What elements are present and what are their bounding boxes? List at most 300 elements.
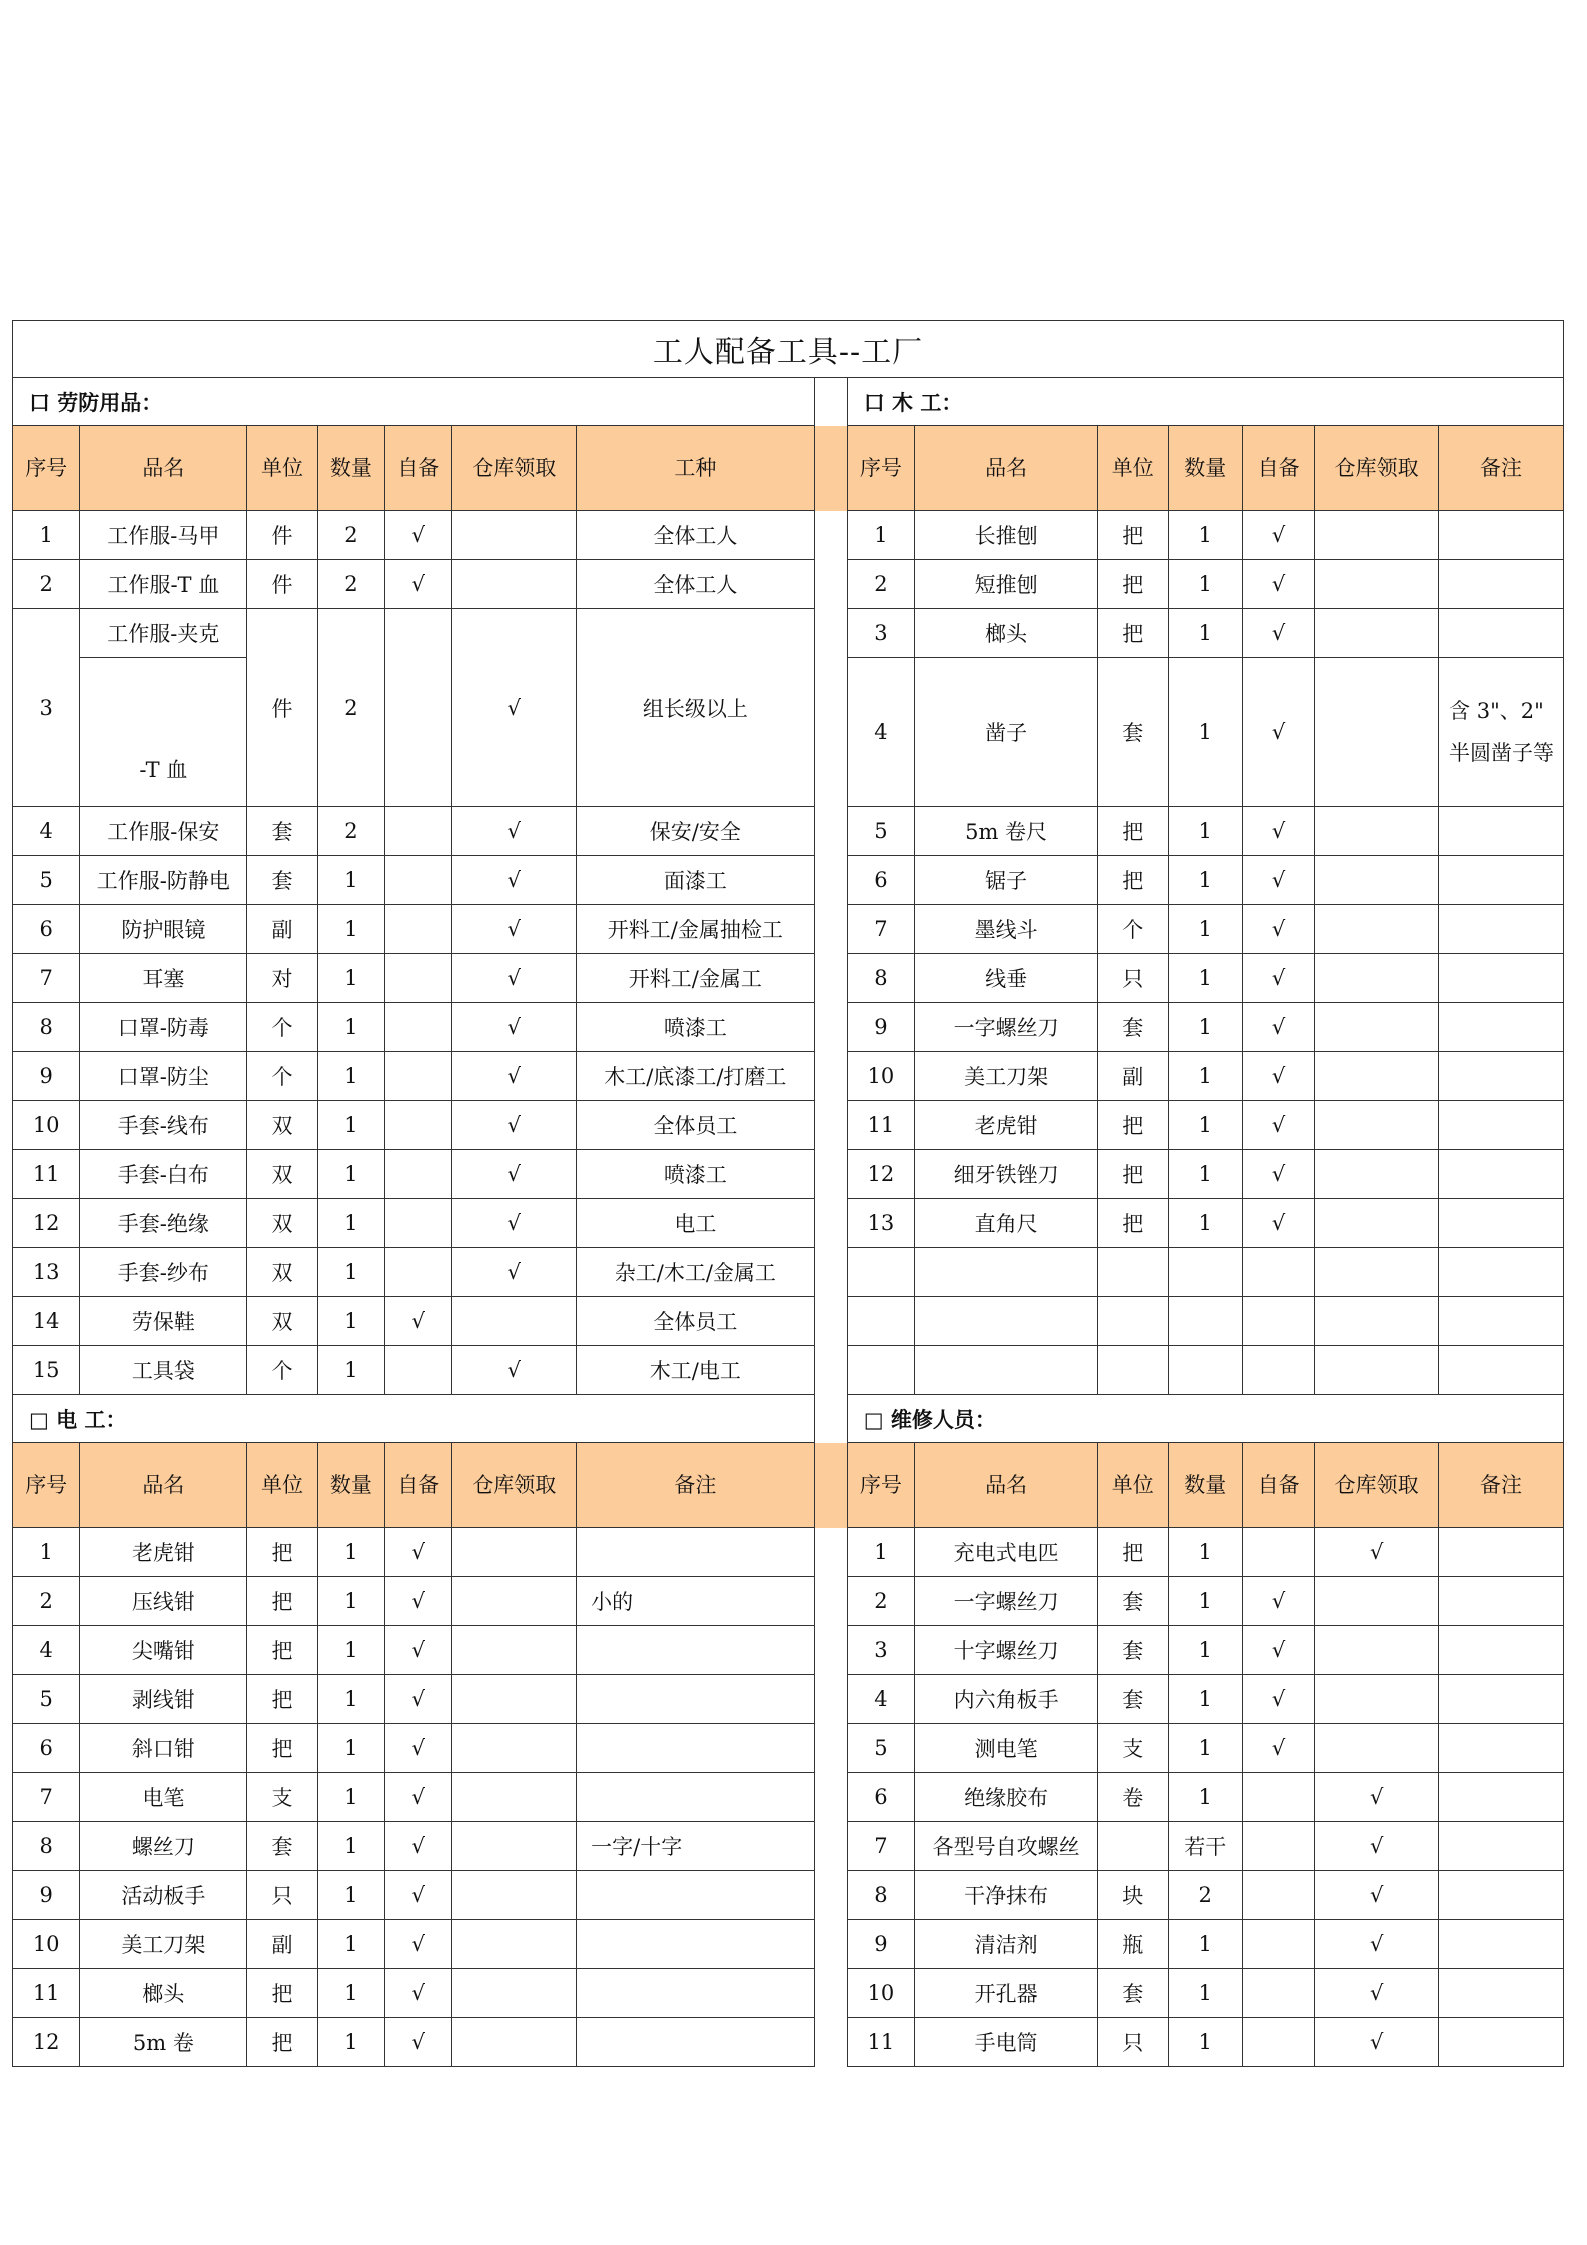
header-qty: 数量: [1168, 426, 1242, 511]
header-self: 自备: [1242, 1443, 1314, 1528]
spacer-cell: [814, 1101, 847, 1150]
qty-cell: 1: [317, 1052, 384, 1101]
seq-cell: 11: [847, 2018, 914, 2067]
item-name: 老虎钳: [915, 1101, 1098, 1150]
table-body: [13, 321, 1564, 2067]
qty-cell: 1: [317, 1577, 384, 1626]
qty-cell: 1: [1168, 1528, 1242, 1577]
item-name: 长推刨: [915, 511, 1098, 560]
unit-cell: 瓶: [1098, 1920, 1168, 1969]
table-row: [13, 1528, 1564, 1577]
spacer-cell: [814, 560, 847, 609]
table-row: [13, 511, 1564, 560]
section-row: [13, 378, 1564, 426]
item-name: 活动板手: [80, 1871, 247, 1920]
trade-cell: 杂工/木工/金属工: [577, 1248, 814, 1297]
unit-cell: 只: [1098, 954, 1168, 1003]
seq-cell: 5: [847, 807, 914, 856]
seq-cell: 1: [13, 511, 80, 560]
unit-cell: 把: [1098, 560, 1168, 609]
self-check: √: [385, 1297, 452, 1346]
note-cell: [1439, 807, 1564, 856]
warehouse-check: √: [452, 954, 577, 1003]
unit-cell: 把: [247, 1675, 317, 1724]
qty-cell: 1: [317, 1724, 384, 1773]
warehouse-check: [1315, 1003, 1439, 1052]
trade-cell: 全体工人: [577, 511, 814, 560]
spacer-cell: [814, 1969, 847, 2018]
self-check: [1242, 1871, 1314, 1920]
warehouse-check: [1315, 1052, 1439, 1101]
seq-cell: 5: [13, 1675, 80, 1724]
warehouse-check: √: [452, 1101, 577, 1150]
unit-cell: 套: [247, 807, 317, 856]
note-cell: [1439, 1871, 1564, 1920]
item-name: 凿子: [915, 658, 1098, 807]
page-title: 工人配备工具--工厂: [13, 321, 1564, 378]
seq-cell: 4: [847, 658, 914, 807]
note-cell: [577, 1773, 814, 1822]
header-name: 品名: [915, 1443, 1098, 1528]
unit-cell: 把: [1098, 807, 1168, 856]
self-check: [385, 1003, 452, 1052]
unit-cell: 块: [1098, 1871, 1168, 1920]
trade-cell: 组长级以上: [577, 609, 814, 807]
item-name: 榔头: [915, 609, 1098, 658]
qty-cell: 1: [317, 1101, 384, 1150]
trade-cell: 全体员工: [577, 1101, 814, 1150]
qty-cell: 2: [317, 511, 384, 560]
warehouse-check: [1315, 511, 1439, 560]
warehouse-check: [452, 1577, 577, 1626]
trade-cell: 全体员工: [577, 1297, 814, 1346]
table-row: [13, 905, 1564, 954]
empty-cell: [1242, 1297, 1314, 1346]
seq-cell: 4: [13, 807, 80, 856]
header-warehouse: 仓库领取: [1315, 1443, 1439, 1528]
unit-cell: 副: [1098, 1052, 1168, 1101]
qty-cell: 1: [317, 1773, 384, 1822]
warehouse-check: √: [452, 1003, 577, 1052]
note-cell: 一字/十字: [577, 1822, 814, 1871]
header-unit: 单位: [247, 426, 317, 511]
item-name: 十字螺丝刀: [915, 1626, 1098, 1675]
spacer-cell: [814, 511, 847, 560]
self-check: √: [1242, 954, 1314, 1003]
unit-cell: 副: [247, 905, 317, 954]
warehouse-check: √: [452, 807, 577, 856]
item-name: 工作服-马甲: [80, 511, 247, 560]
self-check: √: [1242, 1675, 1314, 1724]
qty-cell: 1: [1168, 560, 1242, 609]
seq-cell: 1: [13, 1528, 80, 1577]
item-name: 口罩-防毒: [80, 1003, 247, 1052]
seq-cell: 13: [847, 1199, 914, 1248]
empty-cell: [1315, 1248, 1439, 1297]
seq-cell: 8: [13, 1822, 80, 1871]
note-cell: [1439, 1822, 1564, 1871]
note-cell: [1439, 1528, 1564, 1577]
seq-cell: 7: [13, 1773, 80, 1822]
qty-cell: 1: [317, 1346, 384, 1395]
qty-cell: 1: [1168, 1577, 1242, 1626]
warehouse-check: [1315, 905, 1439, 954]
unit-cell: 把: [1098, 1150, 1168, 1199]
item-name: 压线钳: [80, 1577, 247, 1626]
item-name: 测电笔: [915, 1724, 1098, 1773]
item-name: 口罩-防尘: [80, 1052, 247, 1101]
warehouse-check: [452, 1969, 577, 2018]
header-name: 品名: [915, 426, 1098, 511]
warehouse-check: [1315, 954, 1439, 1003]
spacer-cell: [814, 1675, 847, 1724]
qty-cell: 1: [317, 1528, 384, 1577]
seq-cell: 10: [847, 1969, 914, 2018]
spacer-cell: [814, 2018, 847, 2067]
qty-cell: 1: [317, 2018, 384, 2067]
note-cell: [1439, 1773, 1564, 1822]
table-row: [13, 560, 1564, 609]
qty-cell: 1: [1168, 1003, 1242, 1052]
trade-cell: 保安/安全: [577, 807, 814, 856]
seq-cell: 10: [13, 1920, 80, 1969]
table-row: [13, 1871, 1564, 1920]
seq-cell: 12: [13, 1199, 80, 1248]
item-name: 手电筒: [915, 2018, 1098, 2067]
self-check: √: [1242, 1724, 1314, 1773]
table-row: [13, 1248, 1564, 1297]
header-qty: 数量: [317, 1443, 384, 1528]
item-name: 工作服-夹克: [80, 609, 247, 658]
qty-cell: 1: [1168, 954, 1242, 1003]
item-name: 老虎钳: [80, 1528, 247, 1577]
unit-cell: 把: [1098, 1199, 1168, 1248]
note-cell: [1439, 905, 1564, 954]
header-warehouse: 仓库领取: [452, 1443, 577, 1528]
self-check: [385, 954, 452, 1003]
spacer-cell: [814, 905, 847, 954]
self-check: √: [385, 1822, 452, 1871]
table-row: [13, 1346, 1564, 1395]
warehouse-check: √: [452, 1150, 577, 1199]
note-cell: [577, 2018, 814, 2067]
item-name: 开孔器: [915, 1969, 1098, 2018]
header-qty: 数量: [317, 426, 384, 511]
table-row: [13, 1199, 1564, 1248]
spacer-cell: [814, 807, 847, 856]
item-name: 绝缘胶布: [915, 1773, 1098, 1822]
self-check: √: [1242, 1199, 1314, 1248]
self-check: [1242, 1528, 1314, 1577]
qty-cell: 1: [1168, 1969, 1242, 2018]
note-cell: [1439, 1675, 1564, 1724]
spacer-cell: [814, 1395, 847, 1443]
warehouse-check: [1315, 1626, 1439, 1675]
warehouse-check: √: [452, 1052, 577, 1101]
unit-cell: 个: [1098, 905, 1168, 954]
header-seq: 序号: [13, 1443, 80, 1528]
self-check: [385, 1248, 452, 1297]
item-name: 耳塞: [80, 954, 247, 1003]
unit-cell: 套: [247, 1822, 317, 1871]
equipment-table: [12, 320, 1564, 2067]
self-check: √: [1242, 560, 1314, 609]
note-cell: [577, 1724, 814, 1773]
qty-cell: 1: [1168, 658, 1242, 807]
section-title-maintenance: □ 维修人员：: [847, 1395, 1563, 1443]
seq-cell: 3: [13, 609, 80, 807]
item-name: 线垂: [915, 954, 1098, 1003]
seq-cell: 11: [13, 1969, 80, 2018]
trade-cell: 面漆工: [577, 856, 814, 905]
note-cell: [1439, 856, 1564, 905]
empty-cell: [847, 1297, 914, 1346]
warehouse-check: [1315, 1199, 1439, 1248]
warehouse-check: √: [1315, 1822, 1439, 1871]
warehouse-check: [1315, 1577, 1439, 1626]
note-cell: [1439, 1920, 1564, 1969]
warehouse-check: [452, 1528, 577, 1577]
self-check: √: [385, 1773, 452, 1822]
self-check: √: [385, 1577, 452, 1626]
table-row: [13, 1724, 1564, 1773]
unit-cell: 只: [247, 1871, 317, 1920]
item-name: 美工刀架: [80, 1920, 247, 1969]
item-name: 斜口钳: [80, 1724, 247, 1773]
header-note: 备注: [1439, 1443, 1564, 1528]
item-name: 5m 卷尺: [915, 807, 1098, 856]
self-check: √: [1242, 658, 1314, 807]
seq-cell: 12: [847, 1150, 914, 1199]
trade-cell: 开料工/金属抽检工: [577, 905, 814, 954]
warehouse-check: [1315, 1675, 1439, 1724]
qty-cell: 1: [1168, 1724, 1242, 1773]
header-name: 品名: [80, 1443, 247, 1528]
qty-cell: 2: [1168, 1871, 1242, 1920]
seq-cell: 5: [13, 856, 80, 905]
seq-cell: 10: [847, 1052, 914, 1101]
spacer-cell: [814, 1528, 847, 1577]
header-note: 备注: [1439, 426, 1564, 511]
note-cell: [1439, 1969, 1564, 2018]
unit-cell: 把: [247, 1528, 317, 1577]
header-self: 自备: [385, 426, 452, 511]
item-name: 5m 卷: [80, 2018, 247, 2067]
warehouse-check: √: [1315, 2018, 1439, 2067]
qty-cell: 1: [317, 1248, 384, 1297]
item-name: 螺丝刀: [80, 1822, 247, 1871]
trade-cell: 电工: [577, 1199, 814, 1248]
qty-cell: 2: [317, 609, 384, 807]
seq-cell: 9: [847, 1003, 914, 1052]
self-check: [385, 609, 452, 807]
warehouse-check: [452, 2018, 577, 2067]
item-name: 工作服-保安: [80, 807, 247, 856]
self-check: [385, 856, 452, 905]
qty-cell: 1: [1168, 609, 1242, 658]
warehouse-check: [452, 1724, 577, 1773]
qty-cell: 1: [317, 1003, 384, 1052]
self-check: √: [385, 1724, 452, 1773]
note-cell: [577, 1920, 814, 1969]
unit-cell: 把: [247, 2018, 317, 2067]
self-check: [1242, 1920, 1314, 1969]
qty-cell: 1: [1168, 856, 1242, 905]
trade-cell: 喷漆工: [577, 1150, 814, 1199]
spacer-cell: [814, 1626, 847, 1675]
unit-cell: 支: [247, 1773, 317, 1822]
note-cell: [1439, 1003, 1564, 1052]
trade-cell: 木工/底漆工/打磨工: [577, 1052, 814, 1101]
warehouse-check: [452, 1871, 577, 1920]
self-check: √: [385, 560, 452, 609]
spacer-cell: [814, 1297, 847, 1346]
qty-cell: 1: [317, 1969, 384, 2018]
self-check: [385, 905, 452, 954]
self-check: √: [1242, 1577, 1314, 1626]
note-cell: [1439, 1150, 1564, 1199]
warehouse-check: [1315, 560, 1439, 609]
note-cell: [577, 1675, 814, 1724]
item-name: 锯子: [915, 856, 1098, 905]
item-name: 手套-纱布: [80, 1248, 247, 1297]
spacer-cell: [814, 1577, 847, 1626]
warehouse-check: [1315, 856, 1439, 905]
self-check: √: [1242, 1003, 1314, 1052]
table-row: [13, 954, 1564, 1003]
spacer-cell: [814, 1150, 847, 1199]
item-name: 墨线斗: [915, 905, 1098, 954]
seq-cell: 3: [847, 609, 914, 658]
item-name: 手套-绝缘: [80, 1199, 247, 1248]
empty-cell: [847, 1346, 914, 1395]
qty-cell: 若干: [1168, 1822, 1242, 1871]
qty-cell: 1: [317, 1199, 384, 1248]
self-check: √: [385, 1871, 452, 1920]
warehouse-check: [1315, 1101, 1439, 1150]
seq-cell: 3: [847, 1626, 914, 1675]
qty-cell: 1: [1168, 1101, 1242, 1150]
header-seq: 序号: [847, 1443, 914, 1528]
empty-cell: [1168, 1248, 1242, 1297]
warehouse-check: [452, 1773, 577, 1822]
unit-cell: 件: [247, 560, 317, 609]
self-check: [385, 1346, 452, 1395]
unit-cell: 件: [247, 511, 317, 560]
section-title-electrical: □ 电 工：: [13, 1395, 815, 1443]
spacer-cell: [814, 1052, 847, 1101]
note-cell: [1439, 1052, 1564, 1101]
qty-cell: 1: [1168, 511, 1242, 560]
item-name: 一字螺丝刀: [915, 1003, 1098, 1052]
warehouse-check: √: [1315, 1871, 1439, 1920]
warehouse-check: [452, 1675, 577, 1724]
section-title-carpentry: 口 木 工：: [847, 378, 1563, 426]
seq-cell: 7: [847, 905, 914, 954]
empty-cell: [915, 1248, 1098, 1297]
item-name: 防护眼镜: [80, 905, 247, 954]
spacer-cell: [814, 1443, 847, 1528]
self-check: [385, 1150, 452, 1199]
qty-cell: 1: [317, 905, 384, 954]
unit-cell: 只: [1098, 2018, 1168, 2067]
unit-cell: 套: [1098, 1969, 1168, 2018]
unit-cell: 对: [247, 954, 317, 1003]
table-row: [13, 1626, 1564, 1675]
self-check: √: [385, 1920, 452, 1969]
warehouse-check: [1315, 807, 1439, 856]
unit-cell: 双: [247, 1248, 317, 1297]
spacer-cell: [814, 1248, 847, 1297]
self-check: √: [1242, 1150, 1314, 1199]
empty-cell: [1098, 1248, 1168, 1297]
qty-cell: 1: [1168, 1199, 1242, 1248]
spacer-cell: [814, 1724, 847, 1773]
unit-cell: 把: [1098, 856, 1168, 905]
spacer-cell: [814, 1773, 847, 1822]
unit-cell: 个: [247, 1346, 317, 1395]
self-check: [1242, 2018, 1314, 2067]
item-name: 工作服-防静电: [80, 856, 247, 905]
seq-cell: 14: [13, 1297, 80, 1346]
empty-cell: [1439, 1346, 1564, 1395]
warehouse-check: [452, 511, 577, 560]
empty-cell: [847, 1248, 914, 1297]
item-name: 内六角板手: [915, 1675, 1098, 1724]
item-name: 工具袋: [80, 1346, 247, 1395]
note-cell: [1439, 560, 1564, 609]
spacer-cell: [814, 954, 847, 1003]
qty-cell: 1: [317, 1871, 384, 1920]
self-check: √: [385, 1969, 452, 2018]
self-check: √: [1242, 905, 1314, 954]
warehouse-check: √: [452, 1346, 577, 1395]
seq-cell: 2: [13, 1577, 80, 1626]
header-unit: 单位: [1098, 426, 1168, 511]
empty-cell: [915, 1297, 1098, 1346]
unit-cell: 套: [1098, 1675, 1168, 1724]
header-self: 自备: [1242, 426, 1314, 511]
empty-cell: [1098, 1297, 1168, 1346]
self-check: √: [1242, 856, 1314, 905]
header-row: [13, 1443, 1564, 1528]
self-check: [1242, 1822, 1314, 1871]
seq-cell: 11: [847, 1101, 914, 1150]
seq-cell: 4: [847, 1675, 914, 1724]
unit-cell: 把: [247, 1724, 317, 1773]
unit-cell: 套: [1098, 1577, 1168, 1626]
unit-cell: 双: [247, 1199, 317, 1248]
unit-cell: 套: [1098, 658, 1168, 807]
qty-cell: 2: [317, 560, 384, 609]
empty-cell: [1439, 1297, 1564, 1346]
seq-cell: 2: [847, 1577, 914, 1626]
header-trade: 工种: [577, 426, 814, 511]
item-name: 短推刨: [915, 560, 1098, 609]
empty-cell: [1098, 1346, 1168, 1395]
qty-cell: 1: [1168, 807, 1242, 856]
table-row: [13, 1101, 1564, 1150]
table-row: [13, 609, 1564, 658]
unit-cell: 把: [1098, 609, 1168, 658]
qty-cell: 1: [317, 1297, 384, 1346]
item-name: 手套-线布: [80, 1101, 247, 1150]
qty-cell: 1: [317, 1626, 384, 1675]
empty-cell: [1315, 1346, 1439, 1395]
item-name: 手套-白布: [80, 1150, 247, 1199]
qty-cell: 2: [317, 807, 384, 856]
header-name: 品名: [80, 426, 247, 511]
